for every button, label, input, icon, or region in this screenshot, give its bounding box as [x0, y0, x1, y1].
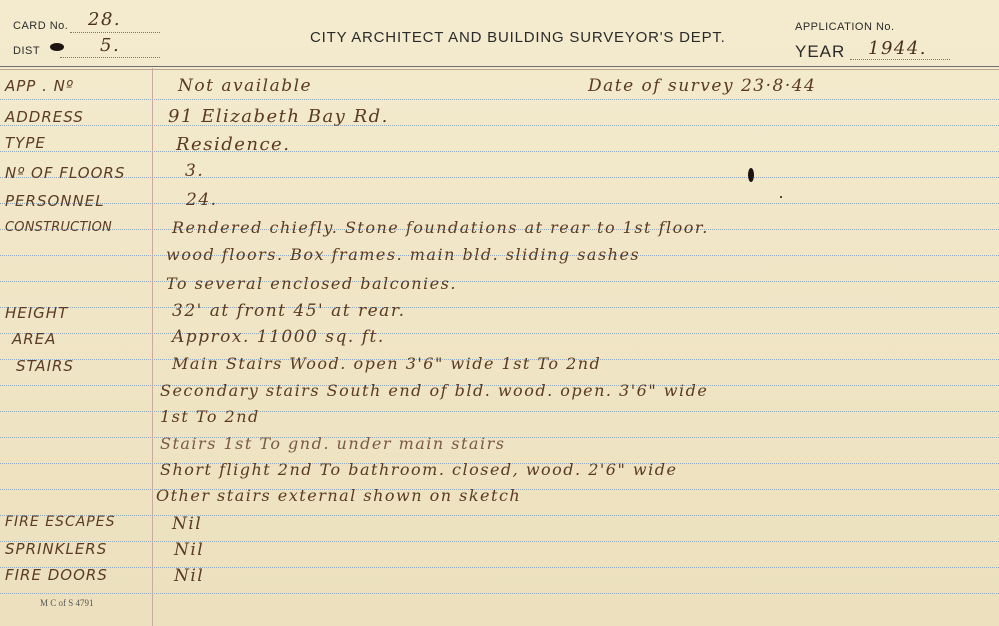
ruled-line	[0, 515, 999, 516]
date-of-survey: Date of survey 23·8·44	[588, 76, 817, 96]
ruled-line	[0, 281, 999, 282]
stairs-line-6: Other stairs external shown on sketch	[156, 486, 522, 505]
construction-line-3: To several enclosed balconies.	[166, 274, 457, 293]
ruled-line	[0, 593, 999, 594]
ruled-line	[0, 411, 999, 412]
app-no-value: Not available	[178, 76, 313, 96]
row-label-sprinklers: SPRINKLERS	[5, 540, 108, 558]
row-label-app-no: APP . Nº	[5, 77, 74, 95]
construction-line-1: Rendered chiefly. Stone foundations at rear to 1st floor.	[172, 218, 709, 237]
row-label-area: AREA	[12, 330, 57, 348]
stairs-line-1: Main Stairs Wood. open 3'6" wide 1st To 2nd	[172, 354, 602, 373]
stairs-line-5: Short flight 2nd To bathroom. closed, wood. 2'6" wide	[160, 460, 678, 479]
stairs-line-2: Secondary stairs South end of bld. wood. open. 3'6" wide	[160, 381, 709, 400]
type-value: Residence.	[176, 134, 291, 155]
stairs-line-4: Stairs 1st To gnd. under main stairs	[160, 434, 506, 453]
ruled-line	[0, 541, 999, 542]
ruled-line	[0, 125, 999, 126]
year-label: YEAR	[795, 42, 846, 61]
construction-line-2: wood floors. Box frames. main bld. sliding sashes	[166, 245, 641, 264]
fire-doors-value: Nil	[174, 566, 205, 586]
ruled-line	[0, 203, 999, 204]
ruled-line	[0, 567, 999, 568]
district-label: DIST	[13, 45, 41, 57]
row-label-personnel: PERSONNEL	[5, 192, 105, 210]
header-rule-secondary	[0, 69, 999, 70]
row-label-floors: Nº OF FLOORS	[5, 164, 126, 182]
ruled-line	[0, 307, 999, 308]
year-value: 1944.	[868, 38, 928, 59]
ruled-line	[0, 333, 999, 334]
height-value: 32' at front 45' at rear.	[172, 301, 406, 321]
ruled-line	[0, 177, 999, 178]
ink-blot	[50, 43, 64, 51]
floors-value: 3.	[185, 161, 205, 181]
district-dotted-line	[60, 57, 160, 58]
row-label-type: TYPE	[5, 134, 46, 152]
personnel-value: 24.	[186, 190, 218, 210]
year-dotted-line	[850, 59, 950, 60]
row-label-height: HEIGHT	[5, 304, 69, 322]
header-rule	[0, 66, 999, 67]
stairs-line-3: 1st To 2nd	[160, 407, 260, 426]
row-label-address: ADDRESS	[5, 108, 84, 126]
row-label-construction: CONSTRUCTION	[5, 220, 112, 235]
ruled-line	[0, 151, 999, 152]
row-label-fire-escapes: FIRE ESCAPES	[5, 514, 116, 530]
application-number-label: APPLICATION No.	[795, 21, 895, 33]
row-label-fire-doors: FIRE DOORS	[5, 566, 108, 584]
area-value: Approx. 11000 sq. ft.	[172, 327, 385, 347]
address-value: 91 Elizabeth Bay Rd.	[168, 106, 389, 127]
card-number-dotted-line	[70, 32, 160, 33]
sprinklers-value: Nil	[174, 540, 205, 560]
ink-mark	[748, 168, 754, 182]
ink-speck	[780, 196, 782, 198]
print-mark: M C of S 4791	[40, 598, 94, 608]
margin-line	[152, 68, 153, 626]
district-value: 5.	[100, 35, 121, 56]
ruled-line	[0, 99, 999, 100]
fire-escapes-value: Nil	[172, 514, 203, 534]
card-number-label: CARD No.	[13, 20, 69, 32]
row-label-stairs: STAIRS	[16, 357, 74, 375]
department-title: CITY ARCHITECT AND BUILDING SURVEYOR'S DEPT.	[310, 29, 726, 46]
card-number-value: 28.	[88, 9, 122, 30]
